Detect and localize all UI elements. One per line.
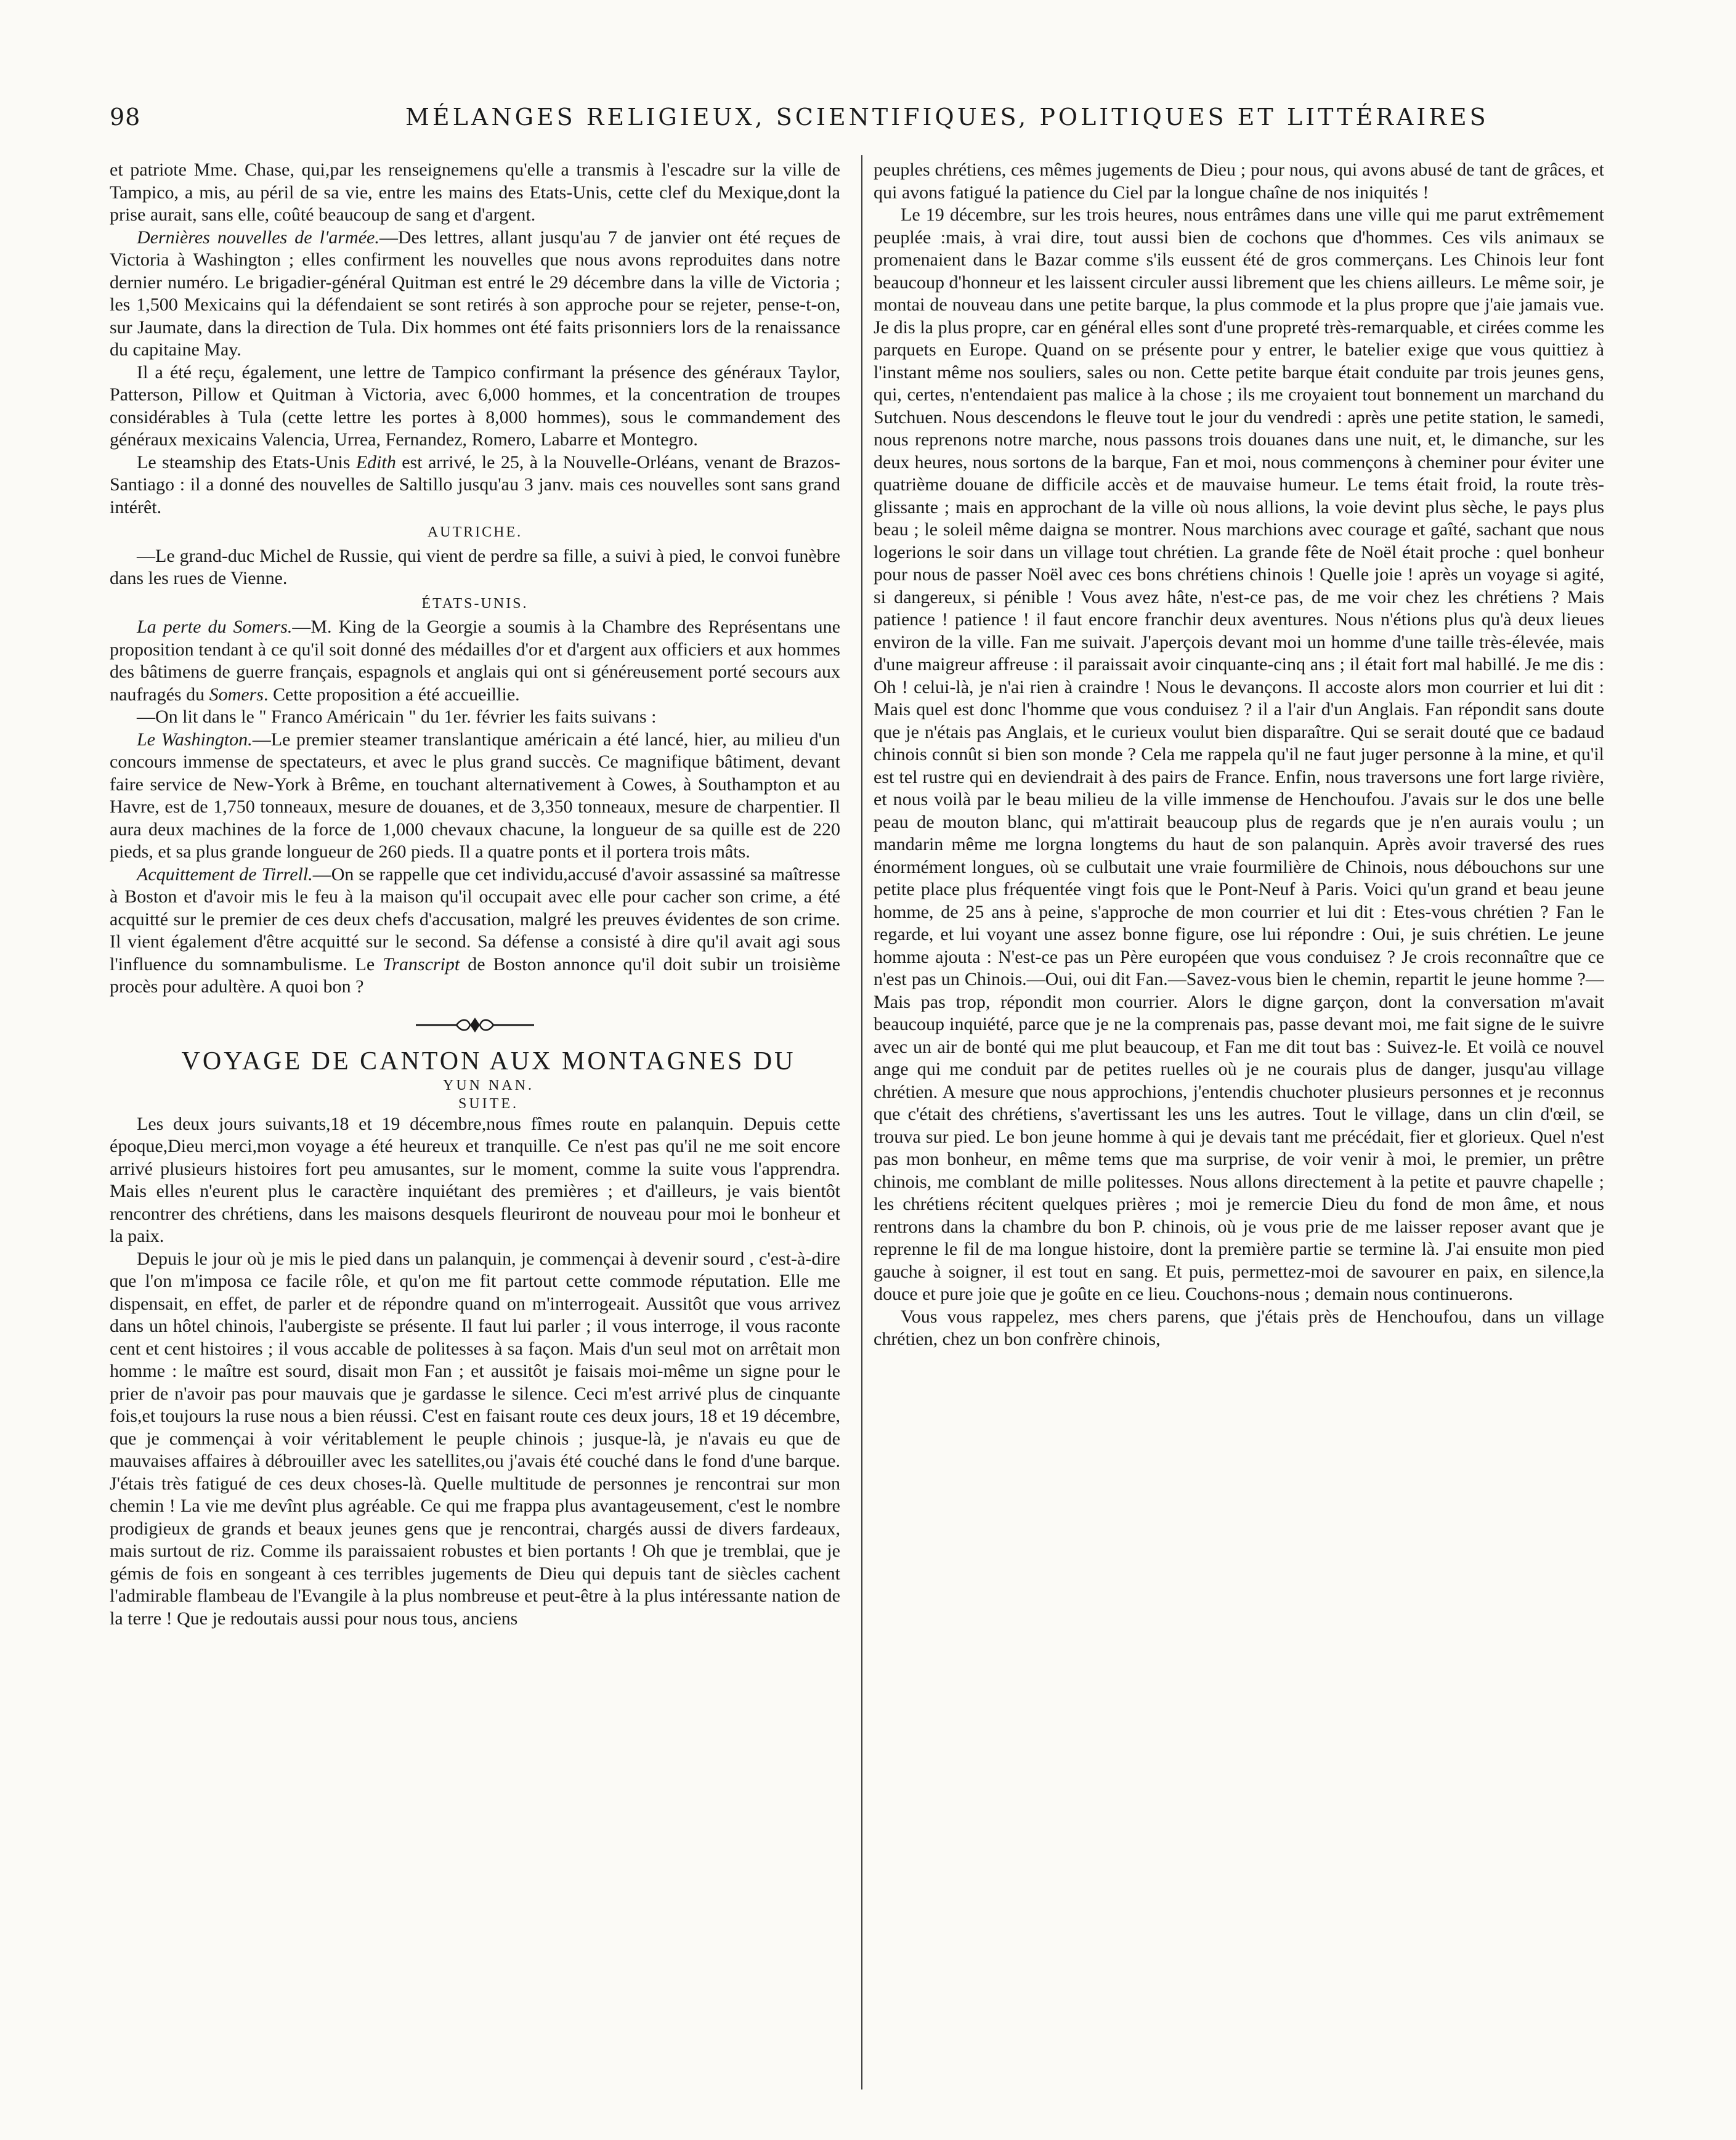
- tirrell-text-b: de Boston annonce qu'il doit subir un troisième procès pour adultère. A quoi bon ?: [110, 954, 840, 997]
- ornament-flourish-icon: [413, 1015, 537, 1036]
- washington-text: —Le premier steamer translantique américain a été lancé, hier, au milieu d'un concours immense de spectateurs, et avec le plus grand succès. Ce magnifique bâtiment, devant faire service de New-York à Brême, en touchant alternativement à Cowes, à Southampton et au Havre, est de 1,750 tonneaux, mesure de douanes, et de 3,350 tonneaux, mesure de charpentier. Il aura deux machines de la force de 1,000 chevaux chacune, la longueur de sa quille est de 220 pieds, et sa plus grande longueur de 260 pieds. Il a quatre ponts et il portera trois mâts.: [110, 729, 840, 862]
- article-part-label: SUITE.: [458, 1095, 519, 1112]
- tirrell-label: Acquittement de Tirrell.: [137, 864, 313, 885]
- washington-label: Le Washington.: [137, 729, 253, 750]
- army-news-paragraph: [110, 227, 840, 362]
- steamship-text-a: Le steamship des Etats-Unis: [137, 452, 356, 472]
- steamship-text-b: est arrivé, le 25, à la Nouvelle-Orléans, venant de Brazos-Santiago : il a donné des nouvelles de Saltillo jusqu'au 3 janv. mais ces nouvelles sont sans grand intérêt.: [110, 452, 840, 517]
- somers-text-b: . Cette proposition a été accueillie.: [263, 684, 520, 705]
- section-head-autriche: AUTRICHE.: [427, 524, 523, 540]
- tirrell-paragraph: [110, 864, 840, 999]
- article-subtitle: YUN NAN.: [443, 1077, 534, 1093]
- somers-text-a: —M. King de la Georgie a soumis à la Chambre des Représentans une proposition tendant à ce qu'il soit donné des médailles d'or et d'argent aux officiers et aux hommes des bâtimens de guerre français, espagnols et anglais qui ont si généreusement porté secours aux naufragés du: [110, 617, 840, 705]
- page-number: 98: [110, 103, 141, 131]
- tirrell-paper-name: Transcript: [383, 954, 460, 975]
- decorative-ornament: [110, 1015, 840, 1040]
- voyage-paragraph-3: Le 19 décembre, sur les trois heures, nous entrâmes dans une ville qui me parut extrêmement peuplée :mais, à vrai dire, tout aussi bien de cochons que d'hommes. Ces vils animaux se promenaient dans le Bazar comme s'ils eussent été de gros commerçans. Les Chinois leur font beaucoup d'honneur et les laissent circuler aussi librement que les chiens ailleurs. Le même soir, je montai de nouveau dans une petite barque, la plus commode et la plus propre que j'aie jamais vue. Je dis la plus propre, car en général elles sont d'une propreté très-remarquable, et cirées comme les parquets en Europe. Quand on se présente pour y entrer, le batelier exige que vous quittiez à l'instant même nos souliers, sales ou non. Cette petite barque était conduite par trois jeunes gens, qui, certes, n'entendaient pas malice à la chose ; ils me croyaient tout bonnement un marchand du Sutchuen. Nous descendons le fleuve tout le jour du vendredi : après une petite station, le samedi, nous reprenons notre marche, nous passons trois douanes dans une nuit, et, le dimanche, sur les deux heures, nous sortons de la barque, Fan et moi, nous commençons à cheminer pour éviter une quatrième douane de difficile accès et de mauvaise humeur. Le tems était froid, la route très-glissante ; mais en approchant de la ville où nous allions, la voie devint plus sèche, le pays plus beau ; le soleil même daigna se montrer. Nous marchions avec courage et gaîté, sachant que nous logerions le soir dans un village tout chrétien. La grande fête de Noël était proche : quel bonheur pour nous de passer Noël avec ces bons chrétiens chinois ! Quelle joie ! après un voyage si agité, si dangereux, si pénible ! Vous avez hâte, n'est-ce pas, de me voir chez les chrétiens ? Mais patience ! patience ! il faut encore franchir deux aventures. Nous n'étions plus qu'à deux lieues environ de la ville. Fan me suivait. J'aperçois devant moi un homme d'une taille très-élevée, mais d'une maigreur affreuse : il paraissait avoir cinquante-cinq ans ; il était fort mal habillé. Je me dis : Oh ! celui-là, je n'ai rien à craindre ! Nous le devançons. Il accoste alors mon courrier et lui dit : Mais quel est donc l'homme que vous conduisez ? il a l'air d'un Anglais. Fan répondit sans doute que je n'étais pas Anglais, et le curieux voulut bien disparaître. Qui se serait douté que ce badaud chinois connût si bien son monde ? Cela me rappela qu'il ne faut juger personne à la mine, et qu'il est tel rustre qui en deviendrait à des pairs de France. Enfin, nous traversons une fort large rivière, et nous voilà par le beau milieu de la ville immense de Henchoufou. J'avais sur le dos une belle peau de mouton blanc, qui m'attirait beaucoup plus de regards que je n'en aurais voulu ; un mandarin même me lorgna longtems du haut de son palanquin. Après avoir traversé des rues énormément longues, où se culbutait une vraie fourmilière de Chinois, nous débouchons sur une petite place plus fréquentée vingt fois que le Pont-Neuf à Paris. Voici qu'un grand et beau jeune homme, de 25 ans à peine, s'approche de mon courrier et lui dit : Etes-vous chrétien ? Fan le regarde, et lui voyant une assez bonne figure, ose lui répondre : Oui, je suis chrétien. Le jeune homme ajouta : N'est-ce pas un Père européen que vous conduisez ? Je crois reconnaître que ce n'est pas un Chinois.—Oui, oui dit Fan.—Savez-vous bien le chemin, repartit le jeune homme ?—Mais pas trop, répondit mon courrier. Alors le digne garçon, dont la conversation m'avait beaucoup inquiété, parce que je ne la comprenais pas, passe devant moi, me fait signe de le suivre avec un air de bonté qui me plut beaucoup, et Fan me dit tout bas : Suivez-le. Et voilà ce nouvel ange qui me conduit par de petites ruelles où je ne courais plus de danger, jusqu'au village chrétien. A mesure que nous approchions, j'entendis chuchoter plusieurs personnes et je reconnus que c'était des chrétiens, s'avertissant les uns les autres. Tout le village, dans un clin d'œil, se trouva sur pied. Le bon jeune homme à qui je devais tant me précédait, fier et glorieux. Quel n'est pas mon bonheur, en même tems que ma surprise, de voir venir à moi, le premier, un prêtre chinois, me comblant de mille politesses. Nous allons directement à la petite et pauvre chapelle ; les chrétiens récitent quelques prières ; moi je remercie Dieu du fond de mon âme, et nous rentrons dans la chambre du bon P. chinois, où je vous prie de me laisser reposer avant que je reprenne le fil de ma longue histoire, dont la première partie se termine là. J'ai ensuite mon pied gauche à soigner, il est tout en sang. Et puis, permettez-moi de savourer en paix, en silence,la douce et pure joie que je goûte en ce lieu. Couchons-nous ; demain nous continuerons.: [874, 205, 1604, 1304]
- section-head-etats-unis: ÉTATS-UNIS.: [421, 595, 529, 612]
- somers-label: La perte du Somers.: [137, 617, 293, 637]
- steamship-name: Edith: [355, 452, 396, 472]
- voyage-paragraph-2: Depuis le jour où je mis le pied dans un palanquin, je commençai à devenir sourd , c'est-à-dire que l'on m'imposa ce facile rôle, et qu'on me fit partout cette commode réputation. Elle me dispensait, en effet, de parler et de répondre quand on m'interrogeait. Aussitôt que vous arrivez dans un hôtel chinois, l'aubergiste se présente. Il faut lui parler ; il vous interroge, il vous raconte cent et cent histoires ; il vous accable de politesses à sa façon. Mais d'un seul mot on arrêtait mon homme : le maître est sourd, disait mon Fan ; et aussitôt je faisais moi-même un signe pour le prier de n'avoir pas pour mauvais que je gardasse le silence. Ceci m'est arrivé plus de cinquante fois,et toujours la ruse nous a bien réussi. C'est en faisant route ces deux jours, 18 et 19 décembre, que je commençai à voir véritablement le peuple chinois ; jusque-là, je n'avais eu que de mauvaises affaires à débrouiller avec les satellites,ou j'avais été couché dans le fond d'une barque. J'étais très fatigué de ces deux choses-là. Quelle multitude de personnes je rencontrai sur mon chemin ! La vie me devînt plus agréable. Ce qui me frappa plus avantageusement, c'est le nombre prodigieux de grands et beaux jeunes gens que je rencontrai, chargés aussi de divers fardeaux, mais surtout de riz. Comme ils paraissaient robustes et bien portants ! Oh que je tremblai, que je gémis de fois en songeant à ces terribles jugements de Dieu qui depuis tant de siècles cachent l'admirable flambeau de l'Evangile à la plus nombreuse et peut-être à la plus intéressante nation de la terre ! Que je redoutais aussi pour nous tous, anciens: [110, 1248, 840, 1629]
- running-head: [110, 103, 1631, 143]
- voyage-paragraph-1: Les deux jours suivants,18 et 19 décembre,nous fîmes route en palanquin. Depuis cette époque,Dieu merci,mon voyage a été heureux et tranquille. Ce n'est pas qu'il ne me soit encore arrivé plusieurs histoires fort peu amusantes, sur le moment, comme la suite vous l'apprendra. Mais elles n'eurent plus le caractère inquiétant des premières ; et d'ailleurs, je vais bientôt rencontrer des chrétiens, dans les maisons desquels fleuriront de nouveau pour moi le bonheur et la paix.: [110, 1113, 840, 1246]
- left-column: [110, 159, 840, 2081]
- army-news-text: —Des lettres, allant jusqu'au 7 de janvier ont été reçues de Victoria à Washington ; elles confirment les nouvelles que nous avons reproduites dans notre dernier numéro. Le brigadier-général Quitman est entré le 29 décembre dans la ville de Victoria ; les 1,500 Mexicains qui la défendaient se sont retirés à son approche pour se rejeter, pense-t-on, sur Jaumate, dans la direction de Tula. Dix hommes ont été faits prisonniers lors de la renaissance du capitaine May.: [110, 227, 840, 360]
- tirrell-text-a: —On se rappelle que cet individu,accusé d'avoir assassiné sa maîtresse à Boston et d'avoir mis le feu à la maison qu'il occupait avec elle pour cacher son crime, a été acquitté sur le premier de ces deux chefs d'accusation, malgré les preuves évidentes de son crime. Il vient également d'être acquitté sur le second. Sa défense a consisté à dire qu'il avait agi sous l'influence du somnambulisme. Le: [110, 864, 840, 975]
- column-divider: [861, 155, 862, 2089]
- publication-title: MÉLANGES RELIGIEUX, SCIENTIFIQUES, POLITIQUES ET LITTÉRAIRES: [405, 103, 1489, 131]
- franco-paragraph: —On lit dans le " Franco Américain " du 1er. février les faits suivans :: [137, 707, 657, 727]
- army-news-label: Dernières nouvelles de l'armée.: [137, 227, 379, 248]
- voyage-paragraph-4: Vous vous rappelez, mes chers parens, que j'étais près de Henchoufou, dans un village chrétien, chez un bon confrère chinois,: [874, 1306, 1604, 1349]
- autriche-paragraph: —Le grand-duc Michel de Russie, qui vient de perdre sa fille, a suivi à pied, le convoi funèbre dans les rues de Vienne.: [110, 545, 840, 588]
- washington-paragraph: [110, 729, 840, 864]
- tampico-paragraph: Il a été reçu, également, une lettre de Tampico confirmant la présence des généraux Taylor, Patterson, Pillow et Quitman à Victoria, avec 6,000 hommes, et la concentration de troupes considérables à Tula (cette lettre les portes à 8,000 hommes), sous le commandement des généraux mexicains Valencia, Urrea, Fernandez, Romero, Labarre et Montegro.: [110, 362, 840, 450]
- somers-paragraph: [110, 616, 840, 706]
- steamship-paragraph: [110, 452, 840, 519]
- right-column: [874, 159, 1604, 2081]
- somers-name: Somers: [209, 684, 264, 705]
- voyage-continuation-paragraph: peuples chrétiens, ces mêmes jugements de Dieu ; pour nous, qui avons abusé de tant de grâces, et qui avons fatigué la patience du Ciel par la longue chaîne de nos iniquités !: [874, 160, 1604, 203]
- chase-paragraph: et patriote Mme. Chase, qui,par les renseignemens qu'elle a transmis à l'escadre sur la ville de Tampico, a mis, au péril de sa vie, entre les mains des Etats-Unis, cette clef du Mexique,dont la prise aurait, sans elle, coûté beaucoup de sang et d'argent.: [110, 160, 840, 225]
- article-title: VOYAGE DE CANTON AUX MONTAGNES DU: [181, 1047, 796, 1076]
